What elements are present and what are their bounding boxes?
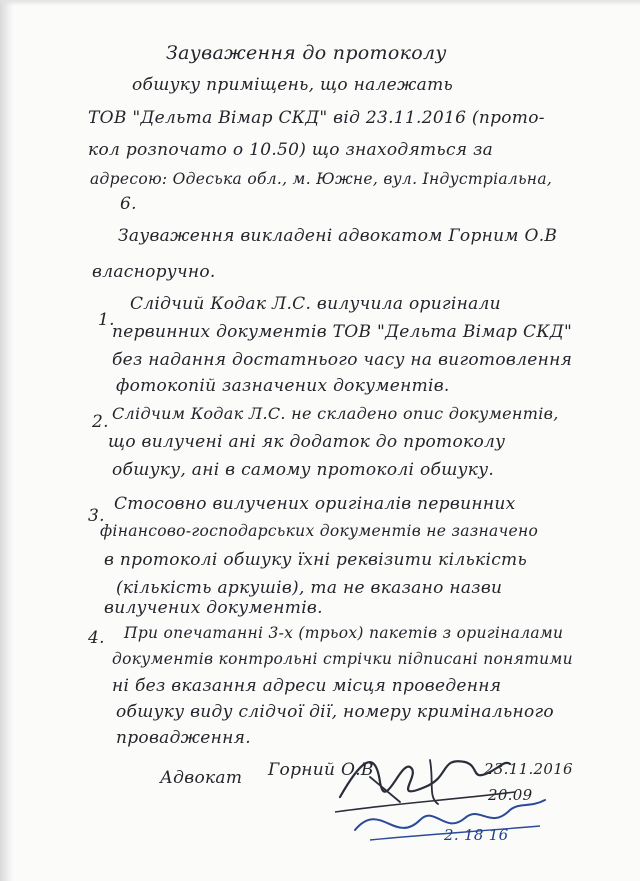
header-line: обшуку приміщень, що належать: [132, 75, 454, 95]
item-line: фінансово-господарських документів не зазначено: [100, 522, 539, 540]
header-line: адресою: Одеська обл., м. Южне, вул. Індустріальна,: [90, 170, 553, 188]
item-number: 4.: [88, 628, 105, 648]
item-number: 1.: [98, 310, 115, 330]
item-line: провадження.: [116, 728, 251, 748]
signature-role: Адвокат: [160, 768, 243, 788]
item-number: 2.: [92, 412, 109, 432]
signature-time: 20.09: [488, 786, 533, 804]
item-line: обшуку виду слідчої дії, номеру кримінального: [116, 702, 554, 722]
document-title: Зауваження до протоколу: [166, 42, 447, 64]
item-line: Стосовно вилучених оригіналів первинних: [114, 494, 516, 514]
intro-line: власноручно.: [92, 262, 216, 282]
header-line: 6.: [120, 194, 137, 214]
footer-note: 2. 18 16: [444, 826, 509, 844]
signature-date: 23.11.2016: [484, 760, 573, 778]
header-line: кол розпочато о 10.50) що знаходяться за: [88, 140, 494, 160]
item-line: Слідчий Кодак Л.С. вилучила оригінали: [130, 294, 501, 314]
item-line: обшуку, ані в самому протоколі обшуку.: [112, 460, 495, 480]
item-line: ні без вказання адреси місця проведення: [112, 676, 502, 696]
item-line: фотокопій зазначених документів.: [116, 376, 450, 396]
item-line: (кількість аркушів), та не вказано назви: [116, 578, 503, 598]
item-line: без надання достатнього часу на виготовлення: [112, 350, 573, 370]
intro-line: Зауваження викладені адвокатом Горним О.В: [118, 226, 558, 246]
item-line: документів контрольні стрічки підписані понятими: [112, 650, 573, 668]
item-number: 3.: [88, 506, 105, 526]
item-line: вилучених документів.: [104, 598, 323, 618]
item-line: в протоколі обшуку їхні реквізити кількість: [104, 550, 527, 570]
item-line: Слідчим Кодак Л.С. не складено опис документів,: [112, 404, 559, 423]
signature-name: Горний О.В: [268, 760, 374, 780]
item-line: первинних документів ТОВ "Дельта Вімар СКД": [112, 322, 573, 342]
header-line: ТОВ "Дельта Вімар СКД" від 23.11.2016 (прото-: [88, 108, 545, 128]
scan-shadow-edge: [0, 0, 14, 881]
item-line: При опечатанні 3-х (трьох) пакетів з оригіналами: [124, 624, 564, 642]
item-line: що вилучені ані як додаток до протоколу: [108, 432, 506, 452]
scan-shadow-top: [0, 0, 640, 6]
